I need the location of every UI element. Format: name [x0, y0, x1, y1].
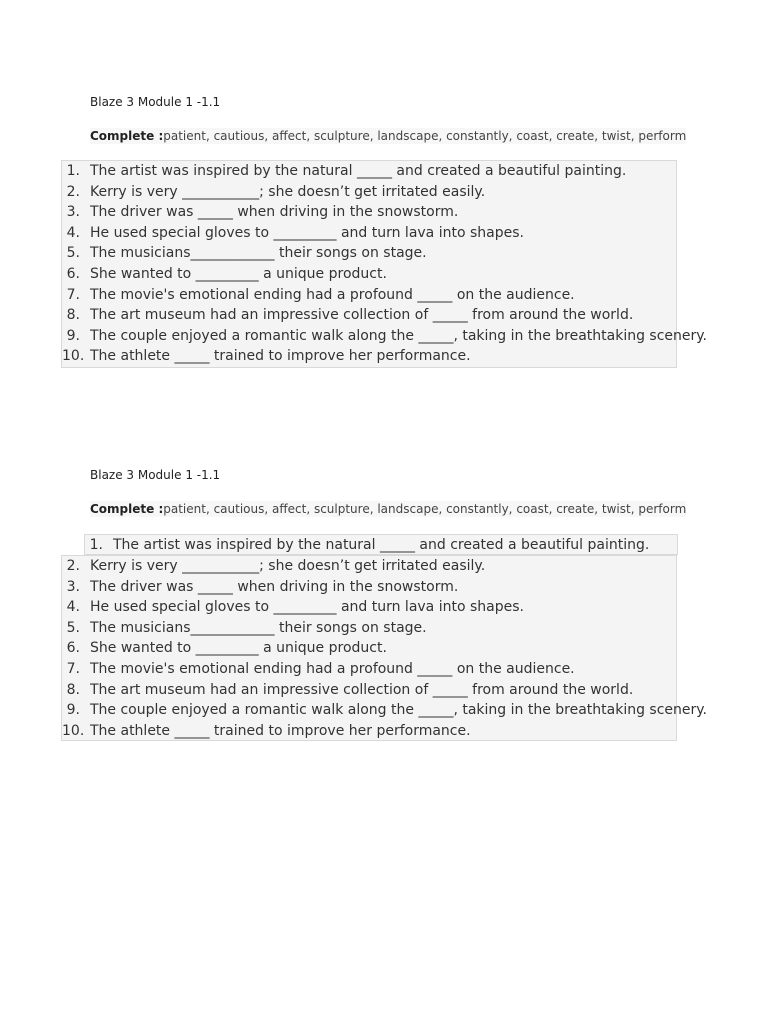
list-item: 6. She wanted to _________ a unique product. [66, 265, 387, 282]
list-item: 10. The athlete _____ trained to improve her performance. [62, 722, 471, 739]
list-item: 2. Kerry is very ___________; she doesn’t get irritated easily. [66, 183, 486, 200]
list-item: 6. She wanted to _________ a unique product. [66, 640, 387, 657]
list-item: 3. The driver was _____ when driving in the snowstorm. [66, 578, 459, 595]
instruction-1 [90, 128, 686, 144]
list-item: 5. The musicians____________ their songs on stage. [66, 245, 427, 262]
list-item: 4. He used special gloves to _________ and turn lava into shapes. [66, 224, 524, 241]
list-item: 3. The driver was _____ when driving in the snowstorm. [66, 204, 459, 221]
list-item: 8. The art museum had an impressive collection of _____ from around the world. [66, 681, 634, 698]
instruction-label: Complete : [90, 129, 164, 143]
exercise-first-item: 1. The artist was inspired by the natural _____ and created a beautiful painting. [84, 534, 678, 555]
instruction-label: Complete : [90, 502, 164, 516]
exercise-list-2 [61, 555, 708, 741]
list-item: 8. The art museum had an impressive collection of _____ from around the world. [66, 307, 634, 324]
list-item: 4. He used special gloves to _________ and turn lava into shapes. [66, 599, 524, 616]
worksheet-title-2: Blaze 3 Module 1 -1.1 [90, 468, 221, 482]
instruction-words: patient, cautious, affect, sculpture, landscape, constantly, coast, create, twist, perform [163, 502, 687, 516]
list-item: 1. The artist was inspired by the natural _____ and created a beautiful painting. [66, 163, 627, 179]
list-item: 7. The movie's emotional ending had a profound _____ on the audience. [66, 286, 575, 303]
exercise-list-1 [61, 160, 708, 368]
list-item: 5. The musicians____________ their songs on stage. [66, 619, 427, 636]
list-item: 9. The couple enjoyed a romantic walk along the _____, taking in the breathtaking scenery. [66, 702, 708, 719]
list-item: 9. The couple enjoyed a romantic walk along the _____, taking in the breathtaking scenery. [66, 327, 708, 344]
list-item: 10. The athlete _____ trained to improve her performance. [62, 348, 471, 365]
list-item: 7. The movie's emotional ending had a profound _____ on the audience. [66, 660, 575, 677]
instruction-2 [90, 501, 686, 517]
list-item: 2. Kerry is very ___________; she doesn’t get irritated easily. [66, 558, 486, 574]
instruction-words: patient, cautious, affect, sculpture, landscape, constantly, coast, create, twist, perform [163, 129, 687, 143]
worksheet-title-1: Blaze 3 Module 1 -1.1 [90, 95, 221, 109]
